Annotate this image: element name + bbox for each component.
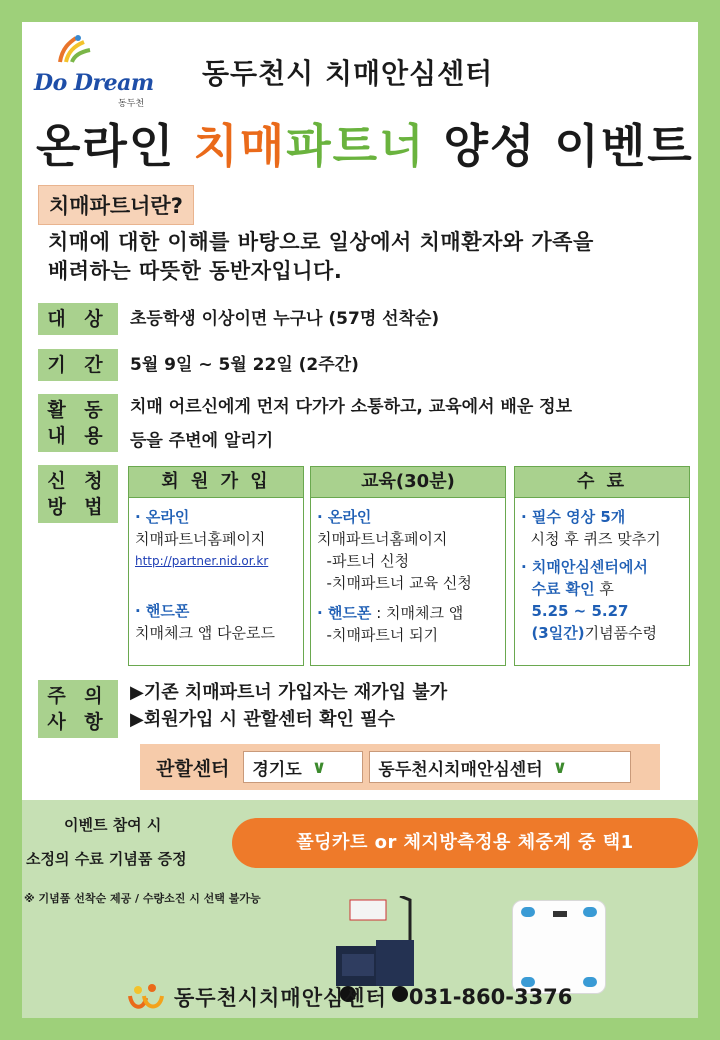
selector-label: 관할센터 — [156, 757, 230, 780]
finish-body — [515, 498, 689, 652]
signup-phone: · 핸드폰 — [135, 602, 190, 620]
edu-step-1: -파트너 신청 — [317, 552, 410, 570]
edu-head: 교육(30분) — [311, 467, 505, 498]
center-logo-icon — [126, 982, 166, 1012]
target-label: 대 상 — [38, 303, 118, 335]
period-label: 기 간 — [38, 349, 118, 381]
edu-phone: · 핸드폰 — [317, 604, 372, 622]
title-part-4: 양성 이벤트 — [425, 119, 694, 173]
notes-label-2: 사 항 — [47, 711, 109, 733]
logo-text: Do Dream — [34, 70, 154, 96]
edu-body — [311, 498, 505, 654]
activity-label-2: 내 용 — [47, 425, 109, 447]
activity-value-2: 등을 주변에 알리기 — [130, 431, 274, 451]
event-line-2: 소정의 수료 기념품 증정 — [26, 850, 187, 868]
finish-head: 수 료 — [515, 467, 689, 498]
activity-label-1: 활 동 — [47, 399, 109, 421]
finish-quiz: 시청 후 퀴즈 맞추기 — [521, 530, 661, 548]
center-name: 동두천시 치매안심센터 — [202, 57, 494, 90]
do-dream-logo — [34, 32, 154, 112]
logo-flower-icon — [52, 34, 92, 64]
apply-label-2: 방 법 — [47, 496, 109, 518]
event-note: ※ 기념품 선착순 제공 / 수량소진 시 선택 불가능 — [24, 892, 261, 905]
title-part-3: 파트너 — [286, 119, 426, 173]
activity-value — [130, 390, 572, 458]
finish-confirm: 수료 확인 — [521, 580, 595, 598]
edu-online-text: 치매파트너홈페이지 — [317, 530, 448, 548]
target-value: 초등학생 이상이면 누구나 (57명 선착순) — [130, 309, 440, 329]
edu-column — [310, 466, 506, 666]
signup-phone-text: 치매체크 앱 다운로드 — [135, 624, 275, 642]
gift-section — [22, 800, 698, 1018]
signup-body — [129, 498, 303, 652]
poster-body — [22, 22, 698, 1018]
finish-dates: 5.25 ~ 5.27 — [521, 602, 629, 620]
footer — [126, 982, 572, 1012]
finish-column — [514, 466, 690, 666]
edu-online: · 온라인 — [317, 508, 372, 526]
partner-site-link[interactable]: http://partner.nid.or.kr — [135, 554, 269, 568]
note-1: ▶기존 치매파트너 가입자는 재가입 불가 — [130, 682, 448, 703]
finish-days: (3일간) — [521, 624, 585, 642]
signup-online: · 온라인 — [135, 508, 190, 526]
gift-choice-banner: 폴딩카트 or 체지방측정용 체중계 중 택1 — [232, 818, 698, 868]
period-value: 5월 9일 ~ 5월 22일 (2주간) — [130, 355, 359, 375]
chevron-down-icon: ∨ — [552, 756, 568, 778]
finish-center: · 치매안심센터에서 — [521, 558, 648, 576]
scale-pad — [583, 907, 597, 917]
activity-label — [38, 394, 118, 452]
apply-label-1: 신 청 — [47, 470, 109, 492]
finish-gift: 기념품수령 — [584, 624, 658, 642]
title-part-1: 온라인 — [36, 119, 194, 173]
scale-image — [512, 900, 606, 994]
logo-subtext: 동두천 — [118, 99, 145, 109]
edu-phone-rest: : 치매체크 앱 — [376, 604, 464, 622]
finish-gift-line — [521, 622, 683, 644]
scale-pad — [583, 977, 597, 987]
finish-video: · 필수 영상 5개 — [521, 508, 626, 526]
finish-confirm-line — [521, 578, 683, 600]
province-value: 경기도 — [252, 759, 302, 780]
main-title — [36, 110, 694, 176]
finish-after: 후 — [594, 580, 614, 598]
note-2: ▶회원가입 시 관할센터 확인 필수 — [130, 709, 395, 730]
edu-phone-line — [317, 602, 499, 624]
footer-org: 동두천시치매안심센터 — [174, 986, 387, 1010]
footer-phone: 031-860-3376 — [408, 985, 573, 1009]
scale-display — [553, 911, 567, 917]
center-value: 동두천시치매안심센터 — [378, 759, 543, 780]
edu-step-2: -치매파트너 교육 신청 — [317, 574, 472, 592]
desc-line-1: 치매에 대한 이해를 바탕으로 일상에서 치매환자와 가족을 — [48, 230, 594, 254]
apply-label — [38, 465, 118, 523]
activity-value-1: 치매 어르신에게 먼저 다가가 소통하고, 교육에서 배운 정보 — [130, 397, 573, 417]
signup-online-text: 치매파트너홈페이지 — [135, 530, 266, 548]
province-select[interactable] — [243, 751, 363, 783]
edu-step-3: -치매파트너 되기 — [317, 626, 439, 644]
notes-label-1: 주 의 — [47, 685, 109, 707]
desc-line-2: 배려하는 따뜻한 동반자입니다. — [48, 259, 343, 283]
signup-column — [128, 466, 304, 666]
chevron-down-icon: ∨ — [311, 756, 327, 778]
event-line-1: 이벤트 참여 시 — [64, 816, 162, 834]
whatis-label: 치매파트너란? — [38, 185, 194, 225]
signup-head: 회 원 가 입 — [129, 467, 303, 498]
center-select[interactable] — [369, 751, 631, 783]
whatis-description — [48, 228, 688, 286]
scale-pad — [521, 907, 535, 917]
notes-label — [38, 680, 118, 738]
title-part-2: 치매 — [193, 119, 287, 173]
center-selector-bar — [140, 744, 660, 790]
notes-text — [130, 679, 447, 733]
